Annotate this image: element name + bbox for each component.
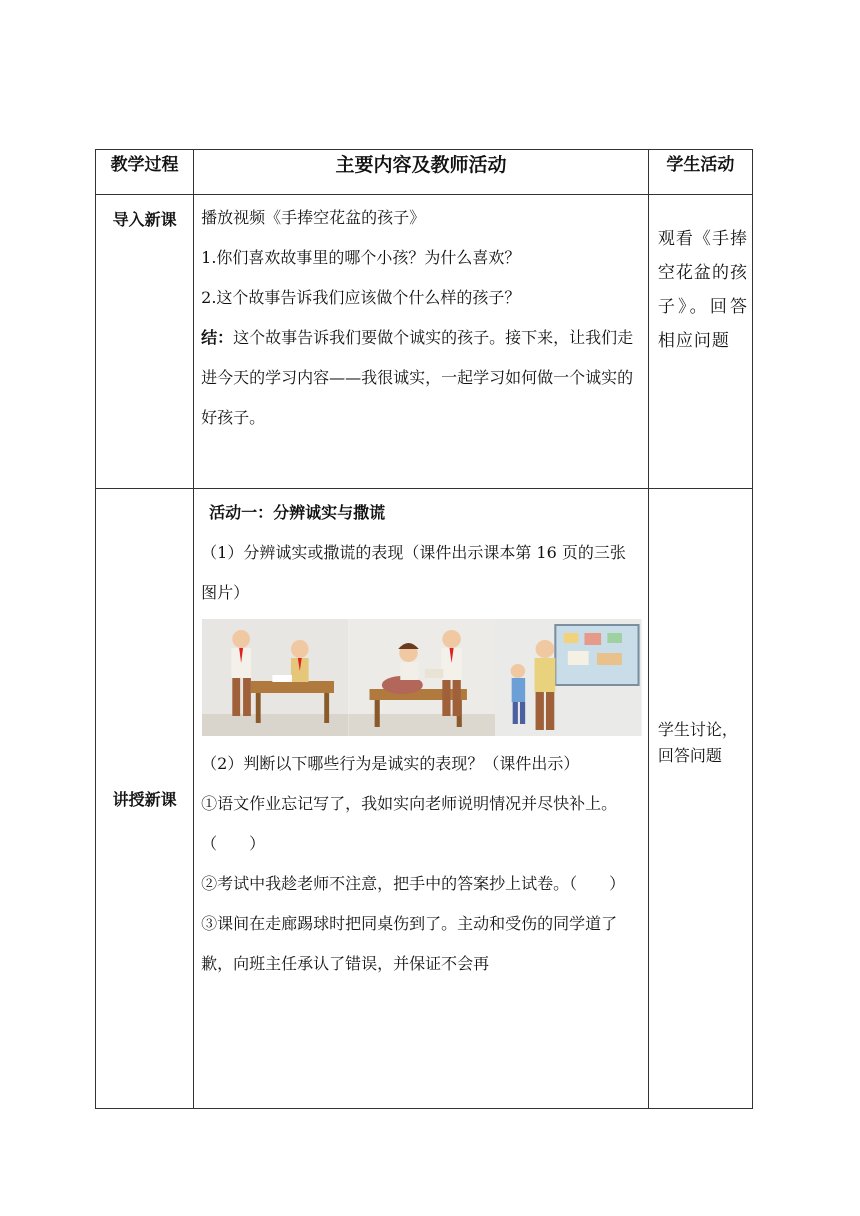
intro-summary — [201, 318, 642, 438]
header-main-content: 主要内容及教师活动 — [194, 150, 649, 195]
lesson-plan-table — [95, 149, 753, 1109]
question-2: ②考试中我趁老师不注意，把手中的答案抄上试卷。（ ） — [201, 874, 626, 893]
header-process: 教学过程 — [96, 150, 194, 195]
question-1: ①语文作业忘记写了，我如实向老师说明情况并尽快补上。（ ） — [201, 794, 618, 853]
summary-label: 结： — [201, 328, 234, 347]
intro-line-video: 播放视频《手捧空花盆的孩子》 — [201, 208, 426, 227]
stage-new-lesson: 讲授新课 — [96, 489, 194, 1109]
intro-line-question-1: 1.你们喜欢故事里的哪个小孩？为什么喜欢？ — [201, 248, 521, 267]
activity-one-title: 活动一：分辨诚实与撒谎 — [209, 503, 386, 522]
intro-student-cell — [648, 195, 752, 489]
activity-item-1: （1）分辨诚实或撒谎的表现（课件出示课本第 16 页的三张图片） — [201, 543, 626, 602]
summary-text: 这个故事告诉我们要做个诚实的孩子。接下来，让我们走进今天的学习内容——我很诚实，一起学习如何做一个诚实的好孩子。 — [201, 328, 634, 427]
table-row-intro — [96, 195, 753, 489]
textbook-pictures — [202, 619, 642, 736]
intro-content-cell — [194, 195, 649, 489]
table-row-new-lesson — [96, 489, 753, 1109]
table-header-row — [96, 150, 753, 195]
stage-intro: 导入新课 — [96, 195, 194, 489]
new-lesson-student-activity: 学生讨论，回答问题 — [657, 720, 738, 765]
new-lesson-content-cell — [194, 489, 649, 1109]
intro-student-activity: 观看《手捧空花盆的孩子》。回答相应问题 — [657, 229, 748, 351]
textbook-picture-2 — [349, 619, 496, 736]
new-lesson-student-cell — [648, 489, 752, 1109]
activity-item-2: （2）判断以下哪些行为是诚实的表现？（课件出示） — [201, 754, 580, 773]
textbook-picture-1 — [202, 619, 349, 736]
question-3: ③课间在走廊踢球时把同桌伤到了。主动和受伤的同学道了歉，向班主任承认了错误，并保证不会再 — [201, 914, 618, 973]
textbook-picture-3 — [495, 619, 642, 736]
header-student-activity: 学生活动 — [648, 150, 752, 195]
intro-line-question-2: 2.这个故事告诉我们应该做个什么样的孩子？ — [201, 288, 521, 307]
